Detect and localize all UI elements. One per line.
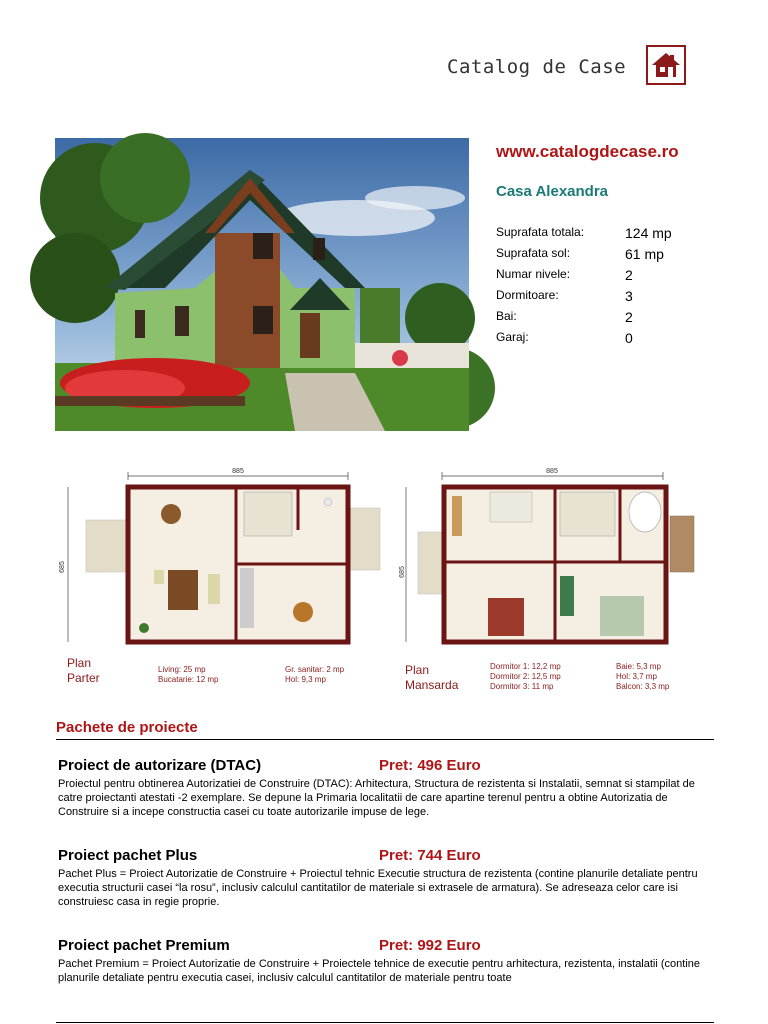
attic-legend-bedroom1: Dormitor 1: 12,2 mp xyxy=(490,662,561,671)
attic-caption-line2: Mansarda xyxy=(405,678,459,692)
section-title: Pachete de proiecte xyxy=(56,719,198,736)
spec-value: 3 xyxy=(625,288,633,304)
attic-legend-right xyxy=(616,662,669,692)
ground-caption-line1: Plan xyxy=(67,656,92,670)
ground-plan-caption xyxy=(67,656,100,686)
package-price: Pret: 496 Euro xyxy=(379,757,481,774)
section-divider xyxy=(56,739,714,740)
house-name: Casa Alexandra xyxy=(496,183,609,200)
attic-plan-caption xyxy=(405,663,458,693)
spec-value: 61 mp xyxy=(625,246,664,262)
attic-legend-bedroom2: Dormitor 2: 12,5 mp xyxy=(490,672,561,681)
ground-legend-left xyxy=(158,665,218,685)
spec-row xyxy=(496,286,696,307)
spec-label: Dormitoare: xyxy=(496,288,559,302)
brand-title: Catalog de Case xyxy=(447,56,627,78)
website-link[interactable]: www.catalogdecase.ro xyxy=(496,142,679,161)
spec-row xyxy=(496,244,696,265)
ground-legend-hall: Hol: 9,3 mp xyxy=(285,675,326,684)
ground-legend-wc: Gr. sanitar: 2 mp xyxy=(285,665,345,674)
package-description: Proiectul pentru obtinerea Autorizatiei de Construire (DTAC): Arhitectura, Structura de rezistenta si Instalatii, semnat si stampilat de catre proiectanti atestati -2 exemplare. Se depune la Primaria localitatii de care apartine terenul pentru a obtine Autorizatia de Construire si a incepe constructia casei cu toate autorizarile impuse de lege. xyxy=(58,778,695,818)
spec-list xyxy=(496,223,696,349)
ground-height-dim: 685 xyxy=(59,561,66,573)
attic-width-dim: 885 xyxy=(546,468,558,475)
spec-label: Bai: xyxy=(496,309,517,323)
spec-value: 2 xyxy=(625,267,633,283)
package-title: Proiect de autorizare (DTAC) xyxy=(58,757,262,774)
attic-legend-balcony: Balcon: 3,3 mp xyxy=(616,682,670,691)
ground-legend-kitchen: Bucatarie: 12 mp xyxy=(158,675,219,684)
attic-caption-line1: Plan xyxy=(405,663,430,677)
ground-caption-line2: Parter xyxy=(67,671,100,685)
attic-legend-left xyxy=(490,662,561,692)
ground-legend-right xyxy=(285,665,344,685)
spec-value: 2 xyxy=(625,309,633,325)
house-render-image xyxy=(55,138,469,431)
spec-row xyxy=(496,265,696,286)
package-price: Pret: 744 Euro xyxy=(379,847,481,864)
attic-legend-bedroom3: Dormitor 3: 11 mp xyxy=(490,682,554,691)
package-title: Proiect pachet Premium xyxy=(58,937,230,954)
spec-value: 124 mp xyxy=(625,225,672,241)
spec-row xyxy=(496,328,696,349)
house-icon xyxy=(646,45,686,85)
package-description: Pachet Plus = Proiect Autorizatie de Construire + Proiectul tehnic Executie structura de rezistenta (contine planurile detaliate pentru executia structurii casei “la rosu”, inclusiv calculul cantitatilor de materiale si extrasele de armatura). Se adreseaza celor care isi construiesc casa in regie proprie. xyxy=(58,868,698,908)
attic-height-dim: 685 xyxy=(399,566,406,578)
attic-legend-hall: Hol: 3,7 mp xyxy=(616,672,657,681)
ground-width-dim: 885 xyxy=(232,468,244,475)
ground-legend-living: Living: 25 mp xyxy=(158,665,206,674)
package-title: Proiect pachet Plus xyxy=(58,847,198,864)
spec-label: Suprafata sol: xyxy=(496,246,571,260)
package-price: Pret: 992 Euro xyxy=(379,937,481,954)
spec-label: Numar nivele: xyxy=(496,267,571,281)
spec-label: Suprafata totala: xyxy=(496,225,585,239)
package-description: Pachet Premium = Proiect Autorizatie de Construire + Proiectele tehnice de executie pentru arhitectura, rezistenta, instalatii (contine planurile detaliate pentru executia casei, inclusiv calculul cantitatilor de materiale pentru toate xyxy=(58,958,701,984)
spec-row xyxy=(496,223,696,244)
spec-value: 0 xyxy=(625,330,633,346)
footer-divider xyxy=(56,1022,714,1023)
spec-label: Garaj: xyxy=(496,330,529,344)
attic-floor-plan xyxy=(400,462,705,652)
attic-legend-bath: Baie: 5,3 mp xyxy=(616,662,661,671)
spec-row xyxy=(496,307,696,328)
ground-floor-plan xyxy=(58,462,388,652)
